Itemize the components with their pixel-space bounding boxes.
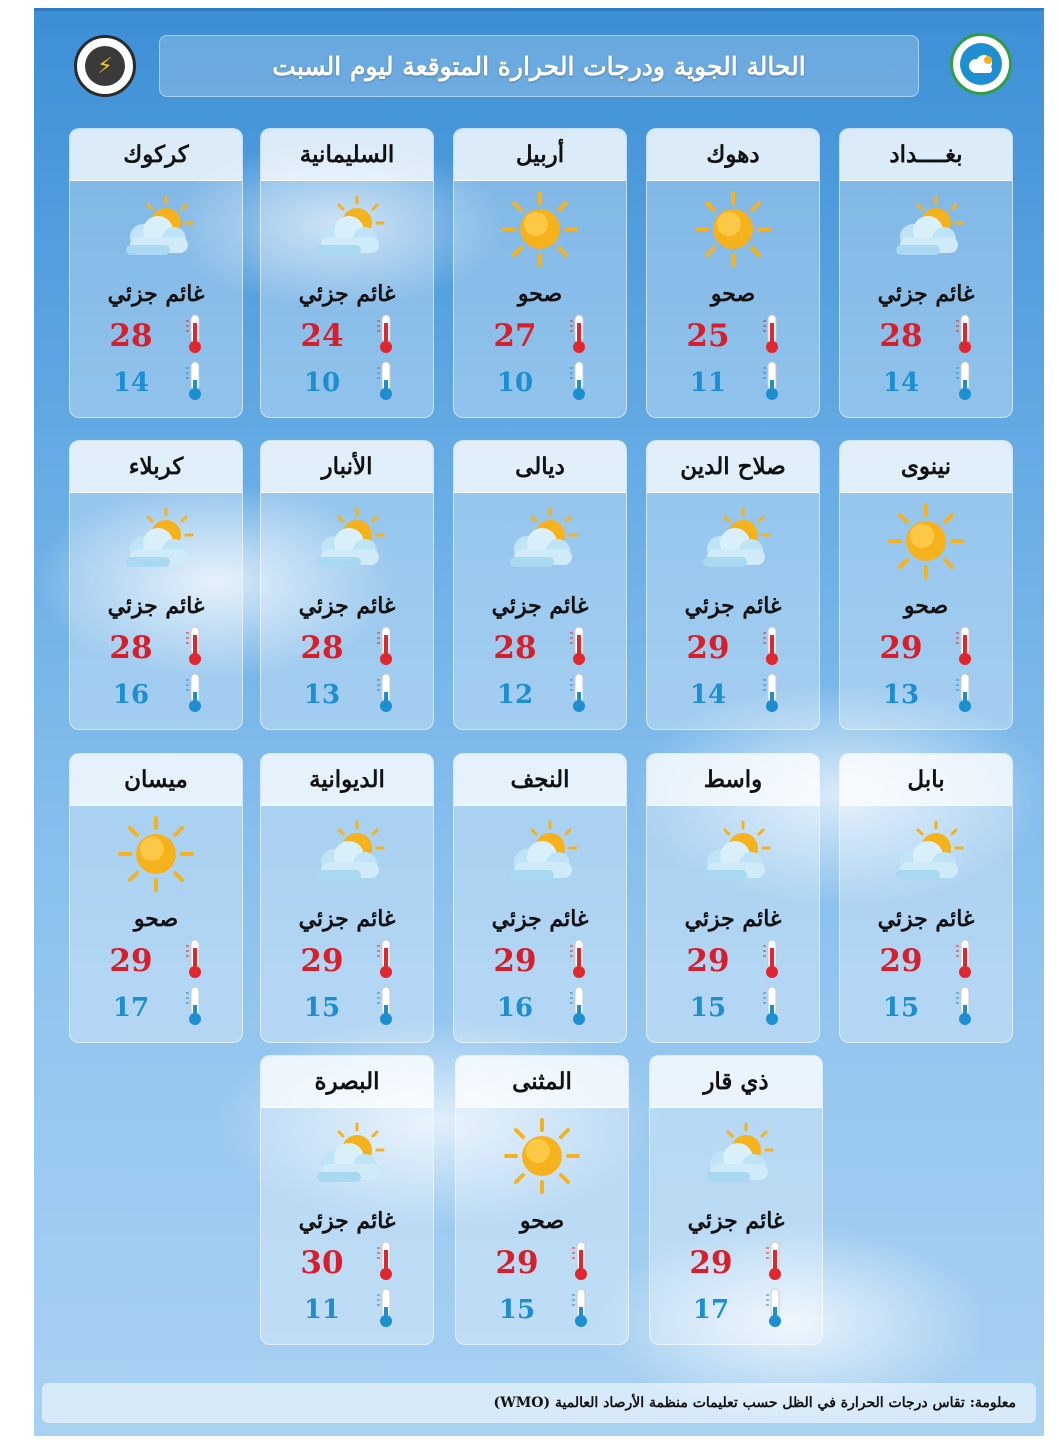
max-temperature: 28 bbox=[109, 318, 153, 354]
city-name: ديالى bbox=[515, 453, 565, 480]
weather-condition: صحو bbox=[519, 1208, 565, 1234]
city-name: الأنبار bbox=[321, 453, 373, 480]
thermometer-cold-icon bbox=[762, 672, 782, 718]
partly-cloudy-icon bbox=[454, 493, 626, 588]
partly-cloudy-icon bbox=[261, 806, 433, 901]
min-temp-row bbox=[647, 672, 819, 718]
thermometer-cold-icon bbox=[762, 985, 782, 1031]
max-temp-row bbox=[647, 312, 819, 360]
city-card-header bbox=[454, 441, 626, 493]
max-temp-row bbox=[647, 937, 819, 985]
max-temp-row bbox=[70, 624, 242, 672]
city-card bbox=[260, 753, 434, 1043]
min-temperature: 14 bbox=[112, 368, 150, 398]
sun-icon bbox=[840, 493, 1012, 588]
city-card-header bbox=[647, 754, 819, 806]
max-temperature: 30 bbox=[300, 1245, 344, 1281]
min-temperature: 17 bbox=[692, 1295, 730, 1325]
thermometer-hot-icon bbox=[569, 938, 589, 984]
city-card-header bbox=[261, 754, 433, 806]
thermometer-hot-icon bbox=[762, 938, 782, 984]
city-card bbox=[646, 440, 820, 730]
city-card-header bbox=[840, 754, 1012, 806]
partly-cloudy-icon bbox=[647, 806, 819, 901]
min-temp-row bbox=[454, 360, 626, 406]
min-temp-row bbox=[261, 360, 433, 406]
max-temp-row bbox=[647, 624, 819, 672]
thermometer-hot-icon bbox=[376, 1240, 396, 1286]
weather-condition: صحو bbox=[710, 281, 756, 307]
thermometer-hot-icon bbox=[185, 313, 205, 359]
thermometer-hot-icon bbox=[185, 938, 205, 984]
partly-cloudy-icon bbox=[261, 1108, 433, 1203]
city-card bbox=[455, 1055, 629, 1345]
min-temp-row bbox=[261, 985, 433, 1031]
min-temperature: 15 bbox=[689, 993, 727, 1023]
max-temp-row bbox=[261, 1239, 433, 1287]
min-temperature: 16 bbox=[496, 993, 534, 1023]
min-temp-row bbox=[70, 985, 242, 1031]
min-temp-row bbox=[840, 360, 1012, 406]
min-temperature: 14 bbox=[689, 680, 727, 710]
meteorology-authority-logo bbox=[950, 33, 1012, 95]
max-temperature: 29 bbox=[879, 943, 923, 979]
city-name: كركوك bbox=[123, 141, 189, 168]
city-card-header bbox=[261, 441, 433, 493]
max-temp-row bbox=[261, 312, 433, 360]
min-temp-row bbox=[647, 985, 819, 1031]
city-card-header bbox=[261, 1056, 433, 1108]
max-temp-row bbox=[70, 312, 242, 360]
thermometer-cold-icon bbox=[185, 672, 205, 718]
sun-icon bbox=[70, 806, 242, 901]
max-temp-row bbox=[840, 312, 1012, 360]
partly-cloudy-icon bbox=[840, 181, 1012, 276]
city-name: صلاح الدين bbox=[680, 453, 786, 480]
city-card-header bbox=[840, 129, 1012, 181]
max-temperature: 29 bbox=[493, 943, 537, 979]
max-temperature: 29 bbox=[109, 943, 153, 979]
weather-condition: غائم جزئي bbox=[107, 281, 205, 307]
city-name: النجف bbox=[510, 766, 570, 793]
city-name: نينوى bbox=[900, 453, 952, 480]
partly-cloudy-icon bbox=[70, 493, 242, 588]
partly-cloudy-icon bbox=[840, 806, 1012, 901]
city-name: بابل bbox=[907, 766, 945, 793]
min-temp-row bbox=[840, 985, 1012, 1031]
weather-condition: غائم جزئي bbox=[687, 1208, 785, 1234]
min-temp-row bbox=[647, 360, 819, 406]
thermometer-hot-icon bbox=[765, 1240, 785, 1286]
weather-condition: صحو bbox=[133, 906, 179, 932]
city-name: المثنى bbox=[512, 1068, 572, 1095]
thermometer-hot-icon bbox=[955, 938, 975, 984]
thermometer-hot-icon bbox=[955, 625, 975, 671]
max-temperature: 29 bbox=[300, 943, 344, 979]
city-card-header bbox=[70, 754, 242, 806]
thermometer-cold-icon bbox=[762, 360, 782, 406]
partly-cloudy-icon bbox=[261, 181, 433, 276]
min-temperature: 15 bbox=[882, 993, 920, 1023]
page-title: الحالة الجوية ودرجات الحرارة المتوقعة ليوم السبت bbox=[272, 51, 806, 81]
city-card bbox=[453, 128, 627, 418]
city-name: أربيل bbox=[515, 141, 565, 168]
thermometer-cold-icon bbox=[376, 1287, 396, 1333]
weather-forum-logo bbox=[74, 35, 136, 97]
min-temperature: 14 bbox=[882, 368, 920, 398]
city-name: السليمانية bbox=[299, 141, 395, 168]
thermometer-cold-icon bbox=[569, 672, 589, 718]
max-temperature: 29 bbox=[686, 630, 730, 666]
max-temperature: 29 bbox=[689, 1245, 733, 1281]
city-card-header bbox=[647, 441, 819, 493]
city-name: الديوانية bbox=[309, 766, 385, 793]
thermometer-cold-icon bbox=[955, 360, 975, 406]
weather-condition: غائم جزئي bbox=[107, 593, 205, 619]
min-temp-row bbox=[261, 1287, 433, 1333]
city-card bbox=[649, 1055, 823, 1345]
thermometer-hot-icon bbox=[569, 625, 589, 671]
thermometer-cold-icon bbox=[569, 360, 589, 406]
weather-condition: غائم جزئي bbox=[298, 281, 396, 307]
thermometer-cold-icon bbox=[955, 985, 975, 1031]
max-temperature: 24 bbox=[300, 318, 344, 354]
min-temperature: 13 bbox=[303, 680, 341, 710]
min-temperature: 15 bbox=[303, 993, 341, 1023]
min-temperature: 15 bbox=[498, 1295, 536, 1325]
weather-condition: غائم جزئي bbox=[491, 593, 589, 619]
max-temperature: 27 bbox=[493, 318, 537, 354]
sun-icon bbox=[647, 181, 819, 276]
city-card bbox=[453, 753, 627, 1043]
max-temperature: 29 bbox=[686, 943, 730, 979]
max-temperature: 28 bbox=[300, 630, 344, 666]
thermometer-hot-icon bbox=[569, 313, 589, 359]
thermometer-cold-icon bbox=[765, 1287, 785, 1333]
thermometer-cold-icon bbox=[185, 360, 205, 406]
partly-cloudy-icon bbox=[454, 806, 626, 901]
city-card bbox=[260, 1055, 434, 1345]
max-temperature: 28 bbox=[879, 318, 923, 354]
thermometer-cold-icon bbox=[376, 985, 396, 1031]
min-temp-row bbox=[650, 1287, 822, 1333]
weather-condition: غائم جزئي bbox=[684, 906, 782, 932]
city-card bbox=[839, 128, 1013, 418]
thermometer-hot-icon bbox=[955, 313, 975, 359]
city-card-header bbox=[70, 441, 242, 493]
lightning-icon: ⚡ bbox=[85, 46, 125, 86]
city-name: دهوك bbox=[706, 141, 760, 168]
thermometer-hot-icon bbox=[376, 313, 396, 359]
min-temperature: 11 bbox=[689, 368, 727, 398]
max-temp-row bbox=[456, 1239, 628, 1287]
city-name: كربلاء bbox=[128, 453, 184, 480]
partly-cloudy-icon bbox=[70, 181, 242, 276]
min-temp-row bbox=[70, 672, 242, 718]
city-card bbox=[69, 753, 243, 1043]
min-temp-row bbox=[70, 360, 242, 406]
city-name: ميسان bbox=[124, 766, 188, 793]
city-card bbox=[453, 440, 627, 730]
partly-cloudy-icon bbox=[650, 1108, 822, 1203]
city-card-header bbox=[454, 129, 626, 181]
city-card-header bbox=[647, 129, 819, 181]
city-card bbox=[260, 440, 434, 730]
thermometer-cold-icon bbox=[569, 985, 589, 1031]
thermometer-cold-icon bbox=[955, 672, 975, 718]
weather-condition: غائم جزئي bbox=[298, 593, 396, 619]
city-card bbox=[69, 128, 243, 418]
footer-note: معلومة: تقاس درجات الحرارة في الظل حسب تعليمات منظمة الأرصاد العالمية (WMO) bbox=[493, 1395, 1016, 1411]
min-temperature: 17 bbox=[112, 993, 150, 1023]
max-temp-row bbox=[261, 937, 433, 985]
max-temperature: 29 bbox=[495, 1245, 539, 1281]
min-temperature: 13 bbox=[882, 680, 920, 710]
city-card bbox=[69, 440, 243, 730]
max-temp-row bbox=[261, 624, 433, 672]
weather-condition: غائم جزئي bbox=[877, 281, 975, 307]
weather-condition: غائم جزئي bbox=[298, 1208, 396, 1234]
weather-condition: غائم جزئي bbox=[491, 906, 589, 932]
max-temp-row bbox=[454, 624, 626, 672]
thermometer-cold-icon bbox=[376, 672, 396, 718]
city-card bbox=[646, 128, 820, 418]
city-name: ذي قار bbox=[703, 1068, 769, 1095]
weather-condition: صحو bbox=[903, 593, 949, 619]
min-temperature: 10 bbox=[496, 368, 534, 398]
thermometer-hot-icon bbox=[762, 313, 782, 359]
city-card bbox=[646, 753, 820, 1043]
min-temperature: 10 bbox=[303, 368, 341, 398]
cloud-logo-icon bbox=[960, 43, 1002, 85]
thermometer-hot-icon bbox=[376, 625, 396, 671]
max-temperature: 25 bbox=[686, 318, 730, 354]
min-temp-row bbox=[840, 672, 1012, 718]
partly-cloudy-icon bbox=[647, 493, 819, 588]
city-card-header bbox=[261, 129, 433, 181]
max-temp-row bbox=[650, 1239, 822, 1287]
max-temp-row bbox=[454, 312, 626, 360]
max-temp-row bbox=[70, 937, 242, 985]
max-temp-row bbox=[454, 937, 626, 985]
partly-cloudy-icon bbox=[261, 493, 433, 588]
thermometer-hot-icon bbox=[571, 1240, 591, 1286]
weather-condition: صحو bbox=[517, 281, 563, 307]
thermometer-hot-icon bbox=[376, 938, 396, 984]
city-card bbox=[839, 440, 1013, 730]
thermometer-cold-icon bbox=[185, 985, 205, 1031]
city-card-header bbox=[840, 441, 1012, 493]
max-temp-row bbox=[840, 937, 1012, 985]
city-card-header bbox=[650, 1056, 822, 1108]
thermometer-hot-icon bbox=[185, 625, 205, 671]
weather-condition: غائم جزئي bbox=[684, 593, 782, 619]
min-temperature: 12 bbox=[496, 680, 534, 710]
city-card-header bbox=[70, 129, 242, 181]
thermometer-cold-icon bbox=[376, 360, 396, 406]
max-temperature: 28 bbox=[109, 630, 153, 666]
thermometer-hot-icon bbox=[762, 625, 782, 671]
city-name: واسط bbox=[703, 766, 763, 793]
min-temperature: 11 bbox=[303, 1295, 341, 1325]
city-card bbox=[839, 753, 1013, 1043]
min-temp-row bbox=[454, 985, 626, 1031]
weather-condition: غائم جزئي bbox=[877, 906, 975, 932]
city-card-header bbox=[456, 1056, 628, 1108]
thermometer-cold-icon bbox=[571, 1287, 591, 1333]
min-temp-row bbox=[456, 1287, 628, 1333]
city-card bbox=[260, 128, 434, 418]
max-temperature: 28 bbox=[493, 630, 537, 666]
max-temperature: 29 bbox=[879, 630, 923, 666]
sun-icon bbox=[454, 181, 626, 276]
min-temp-row bbox=[261, 672, 433, 718]
min-temperature: 16 bbox=[112, 680, 150, 710]
header-bar bbox=[159, 35, 919, 97]
sun-icon bbox=[456, 1108, 628, 1203]
min-temp-row bbox=[454, 672, 626, 718]
max-temp-row bbox=[840, 624, 1012, 672]
city-card-header bbox=[454, 754, 626, 806]
weather-condition: غائم جزئي bbox=[298, 906, 396, 932]
city-name: بغــــداد bbox=[889, 141, 963, 168]
forecast-board bbox=[34, 8, 1044, 1436]
city-name: البصرة bbox=[314, 1068, 380, 1095]
footer-bar bbox=[42, 1383, 1036, 1423]
